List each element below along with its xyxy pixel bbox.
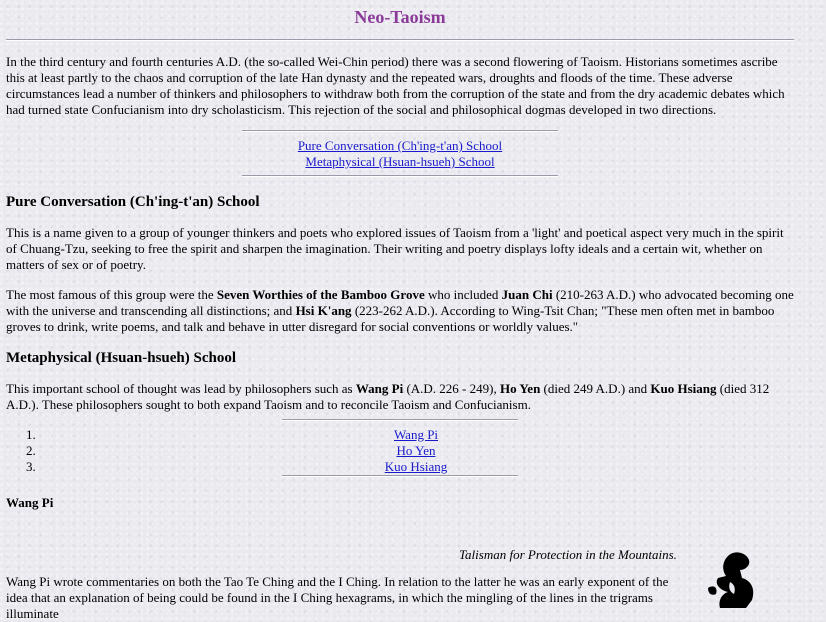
toc-link-metaphysical[interactable]: Metaphysical (Hsuan-hsueh) School <box>305 154 495 169</box>
list-number: 2. <box>26 443 36 458</box>
intro-paragraph: In the third century and fourth centuries A.D. (the so-called Wei-Chin period) there was a second flowering of Taoism. Historians sometimes ascribe this at least partly to the chaos and corruption of the late Han dynasty and the repeated wars, droughts and floods of the time. These adverse circumstances lead a number of thinkers and philosophers to withdraw both from the corruption of the state and from the dry academic debates which had turned state Confucianism into dry scholasticism. This rejection of the social and philosophical dogmas developed in two directions. <box>6 54 785 117</box>
text-run: who included <box>424 287 502 302</box>
philosopher-list-block <box>6 419 794 477</box>
toc-divider-bottom <box>242 175 558 177</box>
pure-conversation-paragraph-1: This is a name given to a group of younger thinkers and poets who explored issues of Taoism from a 'light' and poetical aspect very much in the spirit of Chuang-Tzu, seeking to free the spirit and sharpen the imagination. Their writing and poetry displays lofty ideals and a certain wit, whether on matters of sex or of poetry. <box>6 225 784 272</box>
list-link-wang-pi[interactable]: Wang Pi <box>393 427 439 442</box>
ho-yen-name: Ho Yen <box>499 381 541 396</box>
table-of-contents <box>6 138 794 170</box>
list-number: 3. <box>26 459 36 474</box>
wang-pi-name: Wang Pi <box>355 381 404 396</box>
text-run: (210-263 A.D.) who advocated becoming one with the universe and transcending all distinctions; and <box>6 287 794 318</box>
wang-pi-paragraph: Wang Pi wrote commentaries on both the Tao Te Ching and the I Ching. In relation to the latter he was an early exponent of the idea that an explanation of being could be found in the I Ching hexagrams, in which the mingling of the lines in the trigrams illuminate <box>6 574 669 621</box>
list-divider-top <box>282 419 518 421</box>
list-item <box>6 459 794 475</box>
page-content <box>6 0 794 511</box>
talisman-icon <box>700 548 770 608</box>
talisman-caption: Talisman for Protection in the Mountains. <box>459 547 677 562</box>
list-number: 1. <box>26 427 36 442</box>
section-heading-metaphysical: Metaphysical (Hsuan-hsueh) School <box>6 350 237 366</box>
text-run: (223-262 A.D.). According to Wing-Tsit Chan; "These men often met in bamboo groves to drink, write poems, and talk and behave in utter disregard for social conventions or worldly values." <box>6 303 775 334</box>
seven-worthies-term: Seven Worthies of the Bamboo Grove <box>216 287 425 302</box>
toc-divider-top <box>242 130 558 132</box>
text-run: (died 312 A.D.). These philosophers sought to both expand Taoism and to reconcile Taoism and Confucianism. <box>6 381 770 412</box>
text-run: The most famous of this group were the <box>6 287 217 302</box>
pure-conversation-paragraph-2 <box>6 287 794 335</box>
list-item <box>6 443 794 459</box>
list-link-ho-yen[interactable]: Ho Yen <box>396 443 436 458</box>
philosopher-list <box>6 427 794 475</box>
page-title: Neo-Taoism <box>354 7 446 27</box>
list-link-kuo-hsiang[interactable]: Kuo Hsiang <box>384 459 448 474</box>
section-heading-wang-pi: Wang Pi <box>6 495 54 510</box>
juan-chi-name: Juan Chi <box>501 287 553 302</box>
text-run: This important school of thought was lead by philosophers such as <box>6 381 356 396</box>
list-item <box>6 427 794 443</box>
metaphysical-paragraph <box>6 381 794 413</box>
top-divider <box>6 39 794 41</box>
text-run: (A.D. 226 - 249), <box>403 381 500 396</box>
kuo-hsiang-name: Kuo Hsiang <box>650 381 717 396</box>
hsi-kang-name: Hsi K'ang <box>295 303 352 318</box>
section-heading-pure-conversation: Pure Conversation (Ch'ing-t'an) School <box>6 194 260 210</box>
toc-link-pure-conversation[interactable]: Pure Conversation (Ch'ing-t'an) School <box>297 138 503 153</box>
text-run: (died 249 A.D.) and <box>540 381 651 396</box>
toc-block <box>6 130 794 177</box>
list-divider-bottom <box>282 475 518 477</box>
talisman-image <box>700 548 770 608</box>
